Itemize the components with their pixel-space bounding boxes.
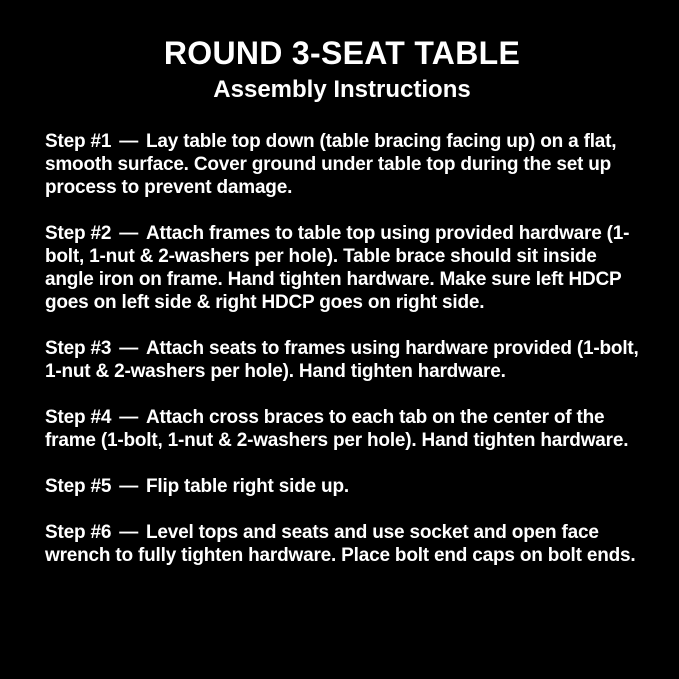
step-label: Step #4: [45, 407, 112, 428]
step-label: Step #1: [45, 131, 112, 152]
em-dash: —: [119, 338, 138, 359]
step-text: Attach cross braces to each tab on the center of the frame (1-bolt, 1-nut & 2-washers per hole). Hand tighten hardware.: [45, 407, 629, 451]
step-item-5: [45, 475, 639, 498]
step-item-4: [45, 406, 639, 452]
step-text: Level tops and seats and use socket and open face wrench to fully tighten hardware. Place bolt end caps on bolt ends.: [45, 522, 636, 566]
em-dash: —: [119, 223, 138, 244]
step-label: Step #6: [45, 522, 112, 543]
step-item-3: [45, 337, 639, 383]
sheet-header: [45, 34, 639, 104]
step-text: Attach seats to frames using hardware provided (1-bolt, 1-nut & 2-washers per hole). Hand tighten hardware.: [45, 338, 639, 382]
step-item-6: [45, 521, 639, 567]
page-title: ROUND 3-SEAT TABLE: [163, 35, 521, 71]
step-label: Step #3: [45, 338, 112, 359]
step-label: Step #5: [45, 476, 112, 497]
step-text: Flip table right side up.: [146, 476, 349, 497]
step-item-2: [45, 222, 639, 314]
step-label: Step #2: [45, 223, 112, 244]
em-dash: —: [119, 131, 138, 152]
step-text: Lay table top down (table bracing facing up) on a flat, smooth surface. Cover ground under table top during the set up process to prevent damage.: [45, 131, 617, 198]
em-dash: —: [119, 476, 138, 497]
page-subtitle: Assembly Instructions: [213, 76, 471, 103]
em-dash: —: [119, 407, 138, 428]
step-item-1: [45, 130, 639, 199]
steps-list: [45, 130, 639, 567]
em-dash: —: [119, 522, 138, 543]
step-text: Attach frames to table top using provided hardware (1-bolt, 1-nut & 2-washers per hole). Table brace should sit inside angle iron on frame. Hand tighten hardware. Make sure left HDCP goes on left side & right HDCP goes on right side.: [45, 223, 630, 313]
